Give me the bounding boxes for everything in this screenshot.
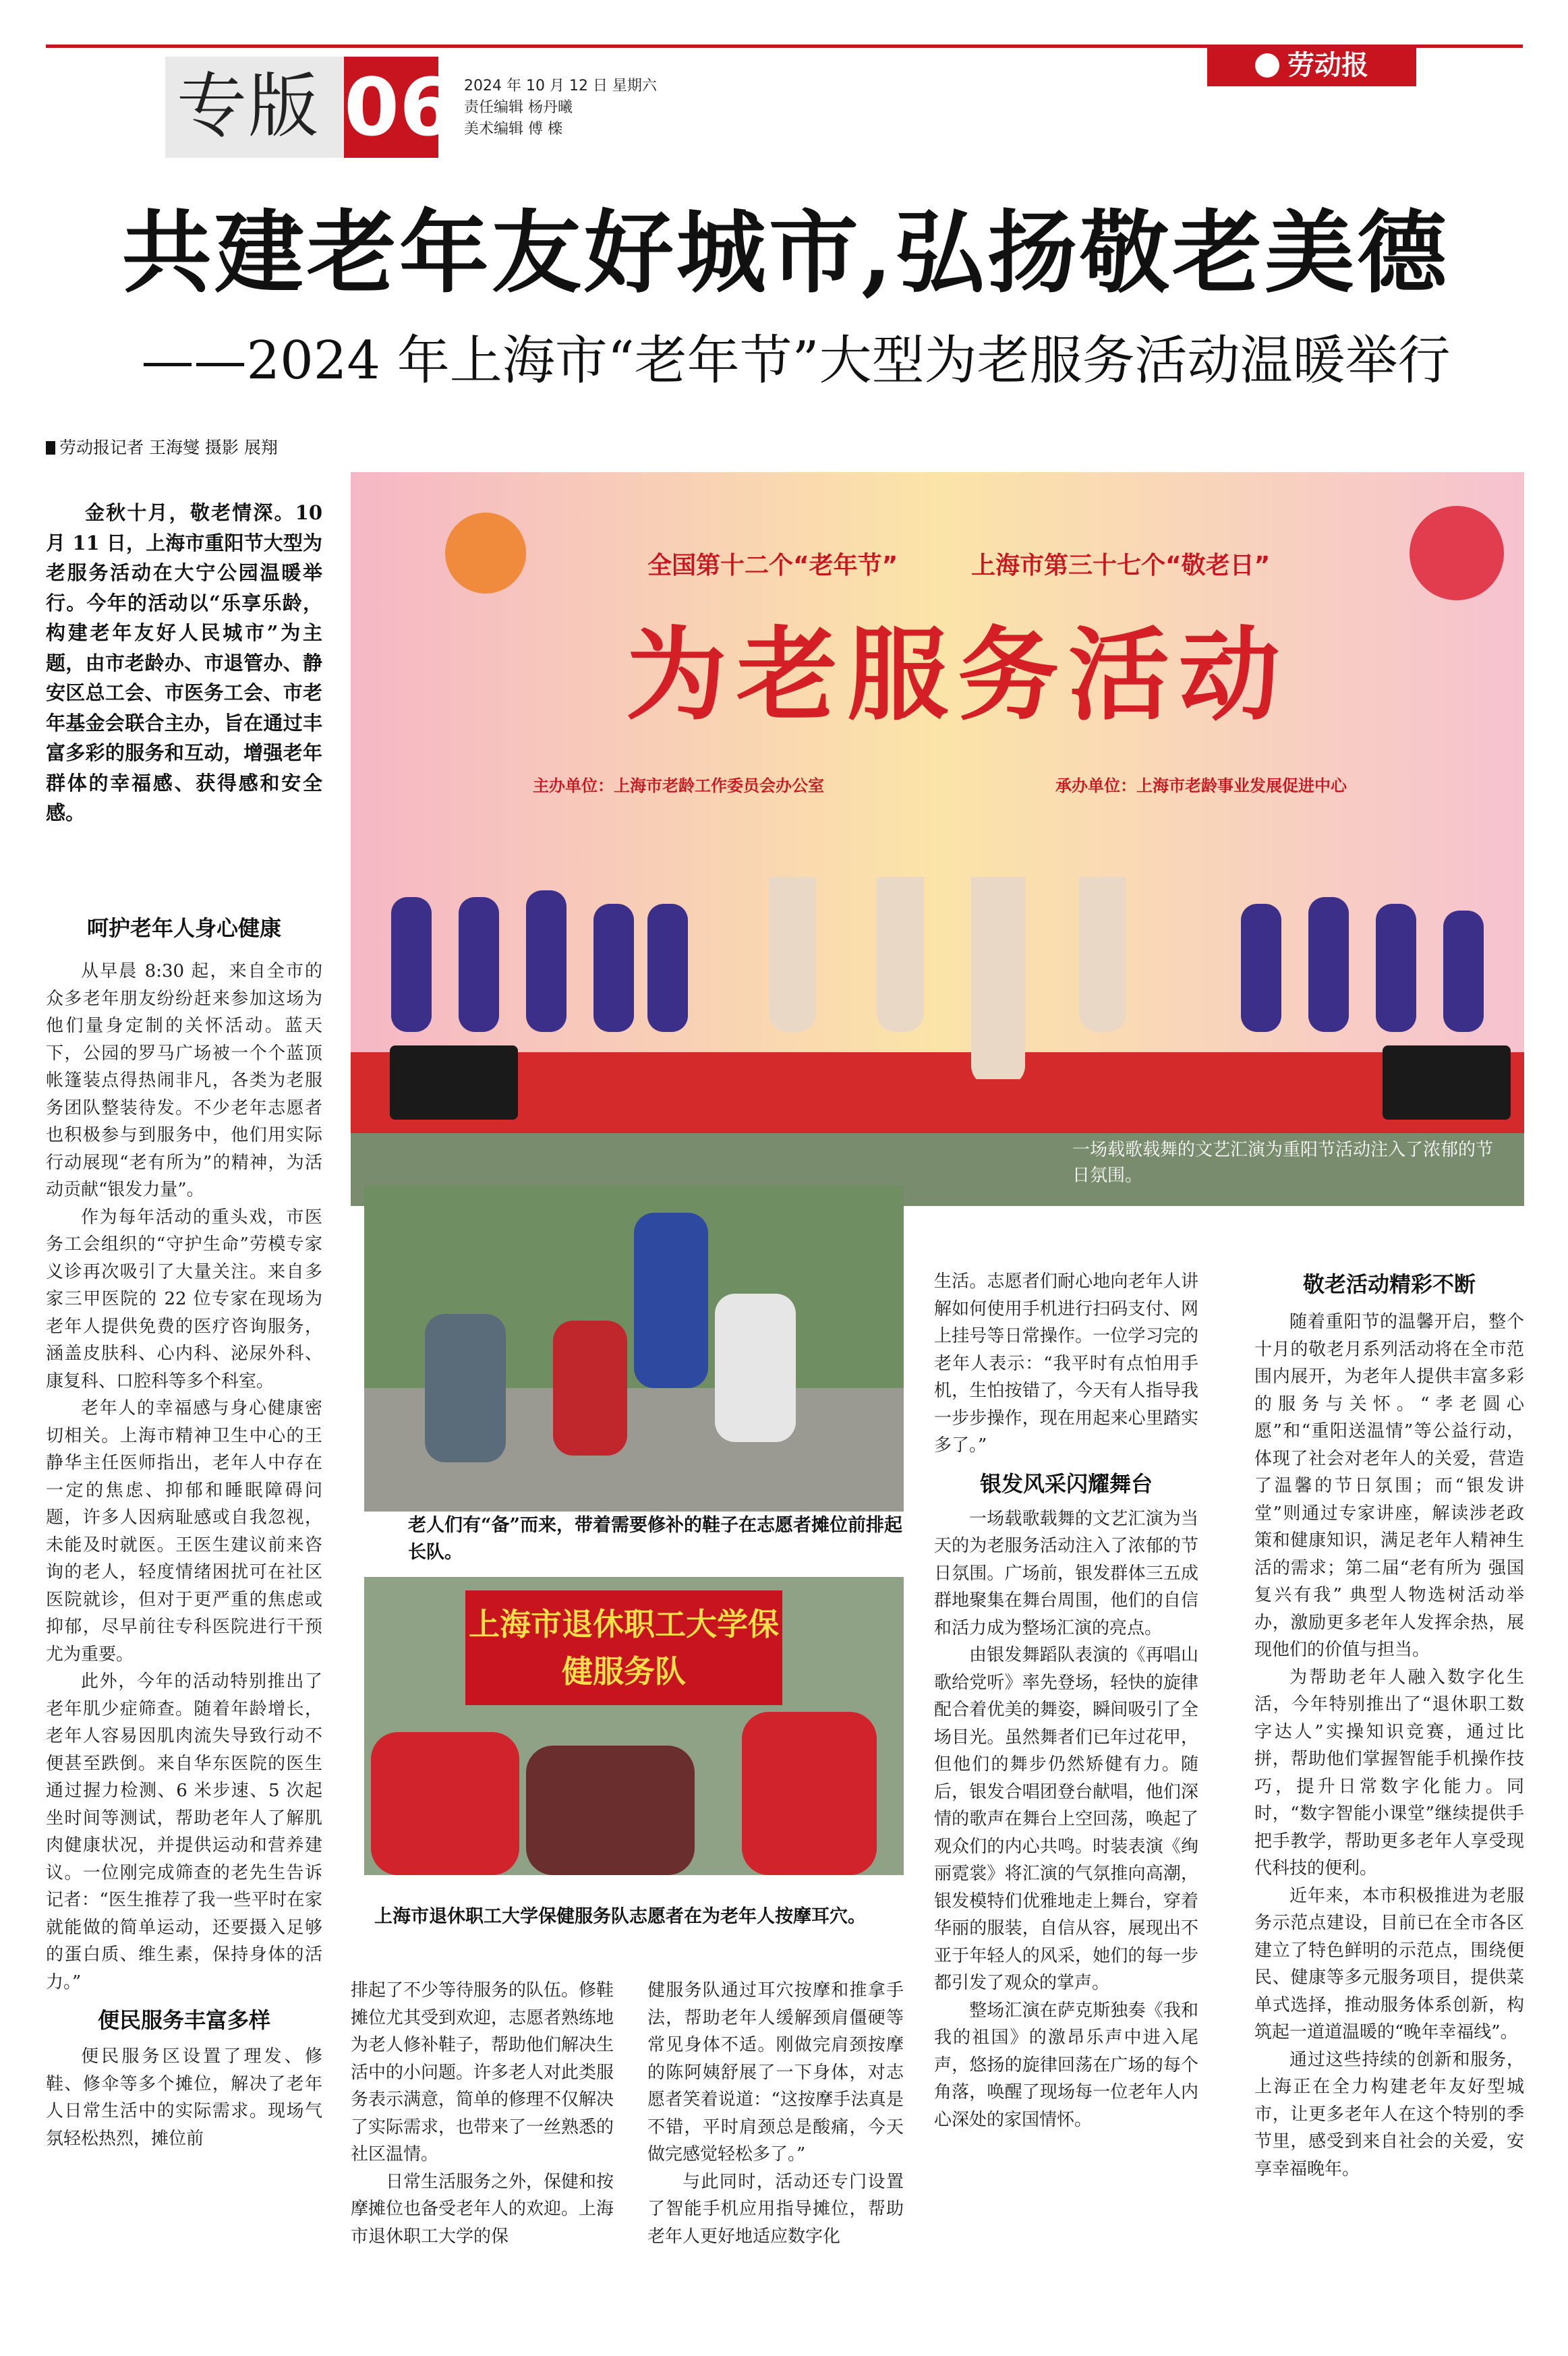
event-logo-icon <box>445 513 526 594</box>
speaker-right <box>1383 1045 1511 1120</box>
shoe-repair-caption: 老人们有“备”而来，带着需要修补的鞋子在志愿者摊位前排起长队。 <box>408 1515 903 1563</box>
logo-mark-icon <box>1255 53 1279 78</box>
column-4: 生活。志愿者们耐心地向老年人讲解如何使用手机进行扫码支付、网上挂号等日常操作。一位学习完的老年人表示：“我平时有点怕用手机，生怕按错了，今天有人指导我一步步操作，现在用起来心里踏实多了。” 银发风采闪耀舞台 一场载歌载舞的文艺汇演为当天的为老服务活动注入了浓郁的节日氛围。广场前，银发群体三五成群地聚集在舞台周围，他们的自信和活力成为整场汇演的亮点。 由银发舞蹈队表演的《再唱山歌给党听》率先登场，轻快的旋律配合着优美的舞姿，瞬间吸引了全场目光。虽然舞者们已年过花甲，但他们的舞步仍然矫健有力。随后，银发合唱团登台献唱，他们深情的歌声在舞台上空回荡，唤起了观众们的内心共鸣。时装表演《绚丽霓裳》将汇演的气氛推向高潮，银发模特们优雅地走上舞台，穿着华丽的服装，自信从容，展现出不亚于年轻人的风采，她们的每一步都引发了观众的掌声。 整场汇演在萨克斯独奏《我和我的祖国》的激昂乐声中进入尾声，悠扬的旋律回荡在广场的每个角落，唤醒了现场每一位老年人内心深处的家国情怀。 <box>934 1271 1198 2130</box>
responsible-editor: 责任编辑 杨丹曦 <box>464 99 573 116</box>
banner-organizer-left: 主办单位：上海市老龄工作委员会办公室 <box>533 776 824 795</box>
massage-caption: 上海市退休职工大学保健服务队志愿者在为老年人按摩耳穴。 <box>374 1906 866 1927</box>
dancer-figures <box>351 877 1524 1079</box>
banner-title: 为老服务活动 <box>625 616 1289 735</box>
massage-banner: 上海市退休职工大学保健服务队 <box>469 1606 779 1690</box>
speaker-left <box>390 1045 518 1120</box>
art-editor: 美术编辑 傅 檪 <box>464 121 562 138</box>
main-stage-photo <box>351 472 1524 1206</box>
section-label: 专版 <box>177 65 320 147</box>
column-5: 敬老活动精彩不断 随着重阳节的温馨开启，整个十月的敬老月系列活动将在全市范围内展开，为老年人提供丰富多彩的服务与关怀。“孝老圆心愿”和“重阳送温情”等公益行动，体现了社会对老年人的关爱，营造了温馨的节日氛围；而“银发讲堂”则通过专家讲座，解读涉老政策和健康知识，满足老年人精神生活的需求；第二届“老有所为 强国复兴有我” 典型人物选树活动举办，激励更多老年人发挥余热，展现他们的价值与担当。 为帮助老年人融入数字化生活，今年特别推出了“退休职工数字达人”实操知识竞赛，通过比拼，帮助他们掌握智能手机操作技巧，提升日常数字化能力。同时，“数字智能小课堂”继续提供手把手教学，帮助更多老年人享受现代科技的便利。 近年来，本市积极推进为老服务示范点建设，目前已在全市各区建立了特色鲜明的示范点，围绕便民、健康等多元服务项目，提供菜单式选择，推动服务体系创新，构筑起一道道温暖的“晚年幸福线”。 通过这些持续的创新和服务，上海正在全力构建老年友好型城市，让更多老年人在这个特别的季节里，感受到来自社会的关爱，安享幸福晚年。 <box>1254 1268 1524 2183</box>
shoe-repair-photo <box>364 1186 904 1512</box>
page-number: 06 <box>344 57 438 158</box>
banner-organizer-right: 承办单位：上海市老龄事业发展促进中心 <box>1055 776 1347 795</box>
heart-logo-icon <box>1410 506 1504 600</box>
section-title-events: 敬老活动精彩不断 <box>1302 1271 1476 1297</box>
issue-meta <box>464 76 657 140</box>
column-2: 排起了不少等待服务的队伍。修鞋摊位尤其受到欢迎，志愿者熟练地为老人修补鞋子，帮助他们解决生活中的小问题。许多老人对此类服务表示满意，简单的修理不仅解决了实际需求，也带来了一丝熟悉的社区温情。 日常生活服务之外，保健和按摩摊位也备受老年人的欢迎。上海市退休职工大学的保 <box>351 1980 614 2247</box>
byline-marker-icon <box>46 441 55 455</box>
issue-date: 2024 年 10 月 12 日 星期六 <box>464 78 657 94</box>
shoe-repair-scene <box>364 1186 904 1512</box>
headline: 共建老年友好城市,弘扬敬老美德 <box>121 200 1450 306</box>
main-photo-caption: 一场载歌载舞的文艺汇演为重阳节活动注入了浓郁的节日氛围。 <box>1072 1140 1494 1186</box>
column-3: 健服务队通过耳穴按摩和推拿手法，帮助老年人缓解颈肩僵硬等常见身体不适。刚做完肩颈按摩的陈阿姨舒展了一下身体，对志愿者笑着说道：“这按摩手法真是不错，平时肩颈总是酸痛，今天做完感觉轻松多了。” 与此同时，活动还专门设置了智能手机应用指导摊位，帮助老年人更好地适应数字化 <box>647 1980 904 2247</box>
banner-festival: 全国第十二个“老年节” <box>647 552 898 579</box>
section-title-stage: 银发风采闪耀舞台 <box>979 1470 1153 1497</box>
column-1: 呵护老年人身心健康 从早晨 8:30 起，来自全市的众多老年朋友纷纷赶来参加这场为他们量身定制的关怀活动。蓝天下，公园的罗马广场被一个个蓝顶帐篷装点得热闹非凡，各类为老服务团队整装待发。不少老年志愿者也积极参与到服务中，他们用实际行动展现“老有所为”的精神，为活动贡献“银发力量”。 作为每年活动的重头戏，市医务工会组织的“守护生命”劳模专家义诊再次吸引了大量关注。来自多家三甲医院的 22 位专家在现场为老年人提供免费的医疗咨询服务，涵盖皮肤科、心内科、泌尿外科、康复科、口腔科等多个科室。 老年人的幸福感与身心健康密切相关。上海市精神卫生中心的王静华主任医师指出，老年人中存在一定的焦虑、抑郁和睡眠障碍问题，许多人因病耻感或自我忽视，未能及时就医。王医生建议前来咨询的老人，轻度情绪困扰可在社区医院就诊，但对于更严重的焦虑或抑郁，尽早前往专科医院进行干预尤为重要。 此外，今年的活动特别推出了老年肌少症筛查。随着年龄增长，老年人容易因肌肉流失导致行动不便甚至跌倒。来自华东医院的医生通过握力检测、6 米步速、5 次起坐时间等测试，帮助老年人了解肌肉健康状况，并提供运动和营养建议。一位刚完成筛查的老先生告诉记者：“医生推荐了我一些平时在家就能做的简单运动，还要摄入足够的蛋白质、维生素，保持身体的活力。” 便民服务丰富多样 便民服务区设置了理发、修鞋、修伞等多个摊位，解决了老年人日常生活中的实际需求。现场气氛轻松热烈，摊位前 <box>46 912 322 2152</box>
section-title-services: 便民服务丰富多样 <box>97 2007 270 2033</box>
newspaper-logo: 劳动报 <box>1207 45 1416 86</box>
banner-respect-day: 上海市第三十七个“敬老日” <box>971 552 1271 579</box>
subheadline: ——2024 年上海市“老年节”大型为老服务活动温暖举行 <box>141 331 1451 391</box>
lead-paragraph: 金秋十月，敬老情深。10 月 11 日，上海市重阳节大型为老服务活动在大宁公园温暖举行。今年的活动以“乐享乐龄，构建老年友好人民城市”为主题，由市老龄办、市退管办、静安区总工会、市医务工会、市老年基金会联合主办，旨在通过丰富多彩的服务和互动，增强老年群体的幸福感、获得感和安全感。 <box>46 501 322 824</box>
massage-photo <box>364 1577 904 1875</box>
section-title-health: 呵护老年人身心健康 <box>86 915 281 941</box>
stage-scene <box>351 472 1524 1206</box>
dancers <box>351 877 1524 1052</box>
byline: 劳动报记者 王海燮 摄影 展翔 <box>46 434 278 459</box>
